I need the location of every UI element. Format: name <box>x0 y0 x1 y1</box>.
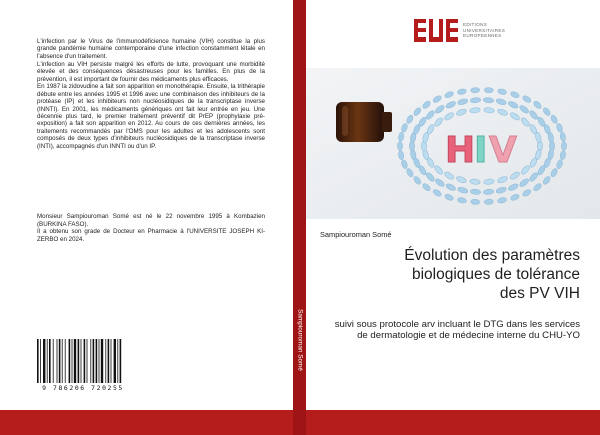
book-title: Évolution des paramètres biologiques de tolérance des PV VIH <box>404 247 580 302</box>
bio-line: Monsieur Sampiouroman Somé est né le 22 novembre 1995 à Kombazien (BURKINA FASO). <box>37 213 265 228</box>
front-bottom-band <box>306 410 600 435</box>
front-cover <box>306 0 600 435</box>
spine-author-text: Sampiouroman Somé <box>296 309 303 371</box>
spine-author <box>293 290 306 390</box>
hiv-pills-photo <box>306 68 600 219</box>
blurb-paragraph: L'infection au VIH persiste malgré les efforts de lutte, provoquant une morbidité élevée et des conséquences désastreuses pour les familles. En plus de la prévention, il est important de fournir des médicaments plus efficaces. <box>37 60 265 83</box>
publisher-logo <box>413 18 505 43</box>
book-subtitle: suivi sous protocole arv incluant le DTG dans les services de dermatologie et de médecine interne du CHU-YO <box>334 319 580 342</box>
isbn-digits: 9 786206 720255 <box>42 384 124 392</box>
bio-line: Il a obtenu son grade de Docteur en Pharmacie à l'UNIVERSITE JOSEPH KI-ZERBO en 2024. <box>37 228 265 243</box>
front-author-name: Sampiouroman Somé <box>320 230 392 239</box>
eue-logo-mark <box>413 18 459 43</box>
svg-text:I: I <box>474 130 488 171</box>
back-cover <box>0 0 293 435</box>
blurb-paragraph: En 1987 la zidovudine a fait son apparition en monothérapie. Ensuite, la trithérapie débute entre les années 1995 et 1996 avec une combinaison des inhibiteurs de la protéase (IP) et les inhibiteurs non nucléosidiques de la transcriptase inverse (INNTI). En 2001, les médicaments génériques ont fait leur entrée en jeu. Une décennie plus tard, le premier traitement préventif dit PrEP (prophylaxie pré-exposition) a fait son apparition en 2012. Au cours de ces dernières années, les traitements recommandés par l'OMS pour les adultes et les adolescents sont composés de deux types d'inhibiteurs nucléosidiques de la transcriptase inverse (INTI), accompagnés d'un INNTI ou d'un IP. <box>37 83 265 150</box>
blurb-paragraph: L'infection par le Virus de l'immunodéficience humaine (VIH) constitue la plus grande pandémie humaine contemporaine d'une infection constamment létale en l'absence d'un traitement. <box>37 38 265 60</box>
publisher-name: EDITIONS UNIVERSITAIRES EUROPEENNES <box>463 22 506 39</box>
svg-text:V: V <box>489 130 517 171</box>
barcode-bars <box>36 339 130 383</box>
medicine-bottle <box>336 102 392 142</box>
author-biography <box>37 213 265 243</box>
hiv-letters <box>445 130 517 171</box>
cover-photo <box>306 68 600 219</box>
isbn-barcode <box>34 337 132 401</box>
svg-text:H: H <box>445 130 476 171</box>
back-cover-blurb <box>37 38 265 151</box>
back-bottom-band <box>0 410 293 435</box>
